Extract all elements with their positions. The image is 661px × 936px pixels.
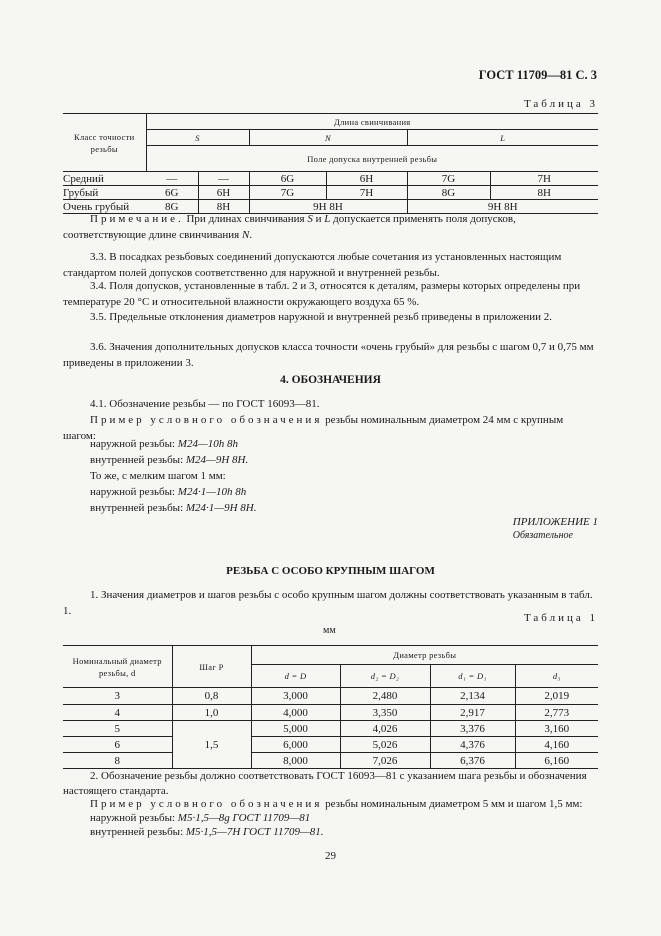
value-cell: 4,026 xyxy=(340,721,430,737)
value-cell: 5,000 xyxy=(251,721,340,737)
table-cell: 7H xyxy=(537,172,551,185)
value-cell: 3,376 xyxy=(430,721,515,737)
table3-note: Примечание. При длинах свинчивания S и L допускается применять поля допусков, соответствующие длине свинчивания N. xyxy=(63,213,516,241)
value-cell: 4,376 xyxy=(430,737,515,753)
col-class-header: Класс точности резьбы xyxy=(63,114,146,172)
outer-thread-line: наружной резьбы: М24—10h 8h xyxy=(90,438,238,450)
table-cell: 6G xyxy=(249,172,326,186)
paragraph-4-1: 4.1. Обозначение резьбы — по ГОСТ 16093—81. xyxy=(90,398,320,410)
tolerance-header: Поле допуска внутренней резьбы xyxy=(307,153,438,164)
value-cell: 6,000 xyxy=(251,737,340,753)
paragraph-3-4: 3.4. Поля допусков, установленные в табл. 2 и 3, относятся к деталям, размеры которых определены при температуре 20 °С и относительной влажности окружающего воздуха 65 %. xyxy=(63,280,581,308)
appendix-example: Пример условного обозначения резьбы номинальным диаметром 5 мм и шагом 1,5 мм: xyxy=(90,798,583,810)
value-cell: 7,026 xyxy=(340,753,430,769)
inner-thread-line: внутренней резьбы: М24—9Н 8Н. xyxy=(90,454,249,466)
table3-caption: Таблица 3 xyxy=(523,98,598,110)
value-cell: 2,773 xyxy=(544,706,570,719)
section-4-title: 4. ОБОЗНАЧЕНИЯ xyxy=(280,374,381,386)
appendix-name: ПРИЛОЖЕНИЕ 1 xyxy=(512,516,598,528)
appendix-paragraph-1: 1. Значения диаметров и шагов резьбы с особо крупным шагом должны соответствовать указанным в табл. 1. xyxy=(63,589,593,617)
value-cell: 2,480 xyxy=(340,688,430,705)
table-cell: 7G xyxy=(407,172,490,186)
nominal-diameter-header: Номинальный диаметр резьбы, d xyxy=(63,646,172,688)
fine-pitch-line: То же, с мелким шагом 1 мм: xyxy=(90,470,226,482)
table-cell: 9H 8H xyxy=(487,200,518,213)
table-cell: 9H 8H xyxy=(249,200,407,214)
length-s: S xyxy=(146,130,249,146)
nominal-cell: 6 xyxy=(63,737,172,753)
table-cell: 7H xyxy=(326,186,407,200)
table-cell: — xyxy=(198,172,249,186)
value-cell: 2,917 xyxy=(430,705,515,721)
sub-header-d1: d₁ = D₁ xyxy=(430,665,515,688)
table-cell: 6H xyxy=(198,186,249,200)
appendix-paragraph-2: 2. Обозначение резьбы должно соответствовать ГОСТ 16093—81 с указанием шага резьбы и обозначения настоящего стандарта. xyxy=(63,770,587,797)
value-cell: 6,376 xyxy=(430,753,515,769)
table-cell: 8G xyxy=(146,200,198,214)
appendix-inner-line: внутренней резьбы: М5·1,5—7Н ГОСТ 11709—81. xyxy=(90,826,324,838)
nominal-cell: 8 xyxy=(63,753,172,769)
sub-header-d3: d₃ xyxy=(552,671,561,681)
value-cell: 2,019 xyxy=(544,690,570,702)
table-cell: 7G xyxy=(249,186,326,200)
table1 xyxy=(63,645,598,769)
page-header: ГОСТ 11709—81 С. 3 xyxy=(478,68,597,82)
diameter-header: Диаметр резьбы xyxy=(393,650,457,660)
sub-header-d2: d₂ = D₂ xyxy=(340,665,430,688)
appendix-title: РЕЗЬБА С ОСОБО КРУПНЫМ ШАГОМ xyxy=(226,565,435,577)
value-cell: 3,000 xyxy=(251,688,340,705)
table-cell: 6H xyxy=(326,172,407,186)
nominal-cell: 4 xyxy=(63,705,172,721)
step-cell: 1,0 xyxy=(172,705,251,721)
paragraph-3-3: 3.3. В посадках резьбовых соединений допускаются любые сочетания из установленных настоящим стандартом полей допусков соответственно для наружной и внутренней резьбы. xyxy=(63,251,562,279)
page-number: 29 xyxy=(325,850,336,862)
table-cell: — xyxy=(146,172,198,186)
row-label: Грубый xyxy=(63,186,99,199)
step-cell: 0,8 xyxy=(172,688,251,705)
value-cell: 6,160 xyxy=(544,754,570,767)
row-label: Очень грубый xyxy=(63,200,130,213)
length-header: Длина свинчивания xyxy=(333,116,411,127)
appendix-status: Обязательное xyxy=(512,530,573,541)
inner-thread-fine-line: внутренней резьбы: М24·1—9Н 8Н. xyxy=(90,502,257,514)
value-cell: 4,000 xyxy=(251,705,340,721)
outer-thread-fine-line: наружной резьбы: М24·1—10h 8h xyxy=(90,486,247,498)
example-4-1: Пример условного обозначения резьбы номинальным диаметром 24 мм с крупным шагом: xyxy=(63,414,564,442)
step-cell: 1,5 xyxy=(172,721,251,769)
appendix-outer-line: наружной резьбы: М5·1,5—8g ГОСТ 11709—81 xyxy=(90,812,311,824)
nominal-cell: 5 xyxy=(63,721,172,737)
row-label: Средний xyxy=(63,172,104,185)
nominal-cell: 3 xyxy=(63,688,172,705)
length-l: L xyxy=(500,132,506,143)
paragraph-3-5: 3.5. Предельные отклонения диаметров наружной и внутренней резьб приведены в приложении 2. xyxy=(90,311,553,323)
value-cell: 3,350 xyxy=(340,705,430,721)
table-cell: 8G xyxy=(407,186,490,200)
table3 xyxy=(63,113,598,214)
value-cell: 3,160 xyxy=(544,722,570,735)
length-n: N xyxy=(249,130,407,146)
value-cell: 4,160 xyxy=(544,738,570,751)
paragraph-3-6: 3.6. Значения дополнительных допусков класса точности «очень грубый» для резьбы с шагом 0,7 и 0,75 мм приведены в приложении 3. xyxy=(63,341,594,369)
table-cell: 8H xyxy=(537,186,551,199)
value-cell: 8,000 xyxy=(251,753,340,769)
table-cell: 6G xyxy=(146,186,198,200)
sub-header-d: d = D xyxy=(251,665,340,688)
table1-caption: Таблица 1 xyxy=(523,612,598,624)
value-cell: 5,026 xyxy=(340,737,430,753)
value-cell: 2,134 xyxy=(430,688,515,705)
step-header: Шаг Р xyxy=(172,646,251,688)
table-cell: 8H xyxy=(198,200,249,214)
table1-unit: мм xyxy=(323,625,336,636)
